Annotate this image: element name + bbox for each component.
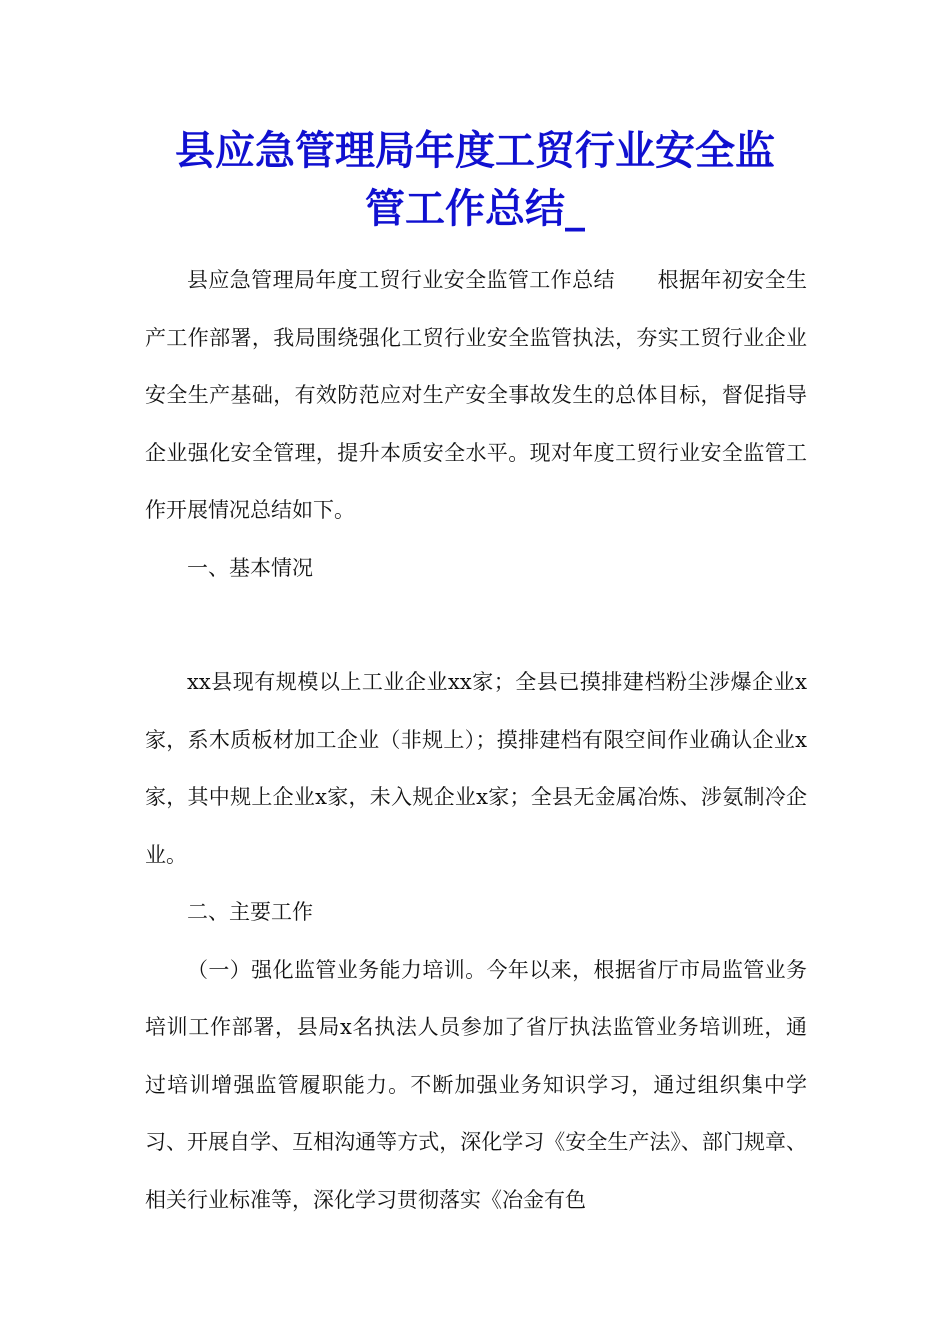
blank-line <box>145 597 807 654</box>
document-title <box>120 122 830 238</box>
section-heading-main-work: 二、主要工作 <box>187 900 313 924</box>
title-line-1: 县应急管理局年度工贸行业安全监 <box>175 127 775 174</box>
section-heading-basic: 一、基本情况 <box>187 555 313 580</box>
title-line-2: 管工作总结_ <box>365 185 585 232</box>
basic-situation-paragraph: xx县现有规模以上工业企业xx家；全县已摸排建档粉尘涉爆企业x家，系木质板材加工企业（非规上）；摸排建档有限空间作业确认企业x家，其中规上企业x家，未入规企业x家；全县无金属冶炼、涉氨制冷企业。 <box>145 670 807 867</box>
document-body <box>145 252 807 1229</box>
intro-paragraph: 县应急管理局年度工贸行业安全监管工作总结 根据年初安全生产工作部署，我局围绕强化工贸行业安全监管执法，夯实工贸行业企业安全生产基础，有效防范应对生产安全事故发生的总体目标，督促指导企业强化安全管理，提升本质安全水平。现对年度工贸行业安全监管工作开展情况总结如下。 <box>145 268 807 522</box>
training-paragraph: （一）强化监管业务能力培训。今年以来，根据省厅市局监管业务培训工作部署，县局x名执法人员参加了省厅执法监管业务培训班，通过培训增强监管履职能力。不断加强业务知识学习，通过组织集中学习、开展自学、互相沟通等方式，深化学习《安全生产法》、部门规章、相关行业标准等，深化学习贯彻落实《冶金有色 <box>145 957 807 1212</box>
